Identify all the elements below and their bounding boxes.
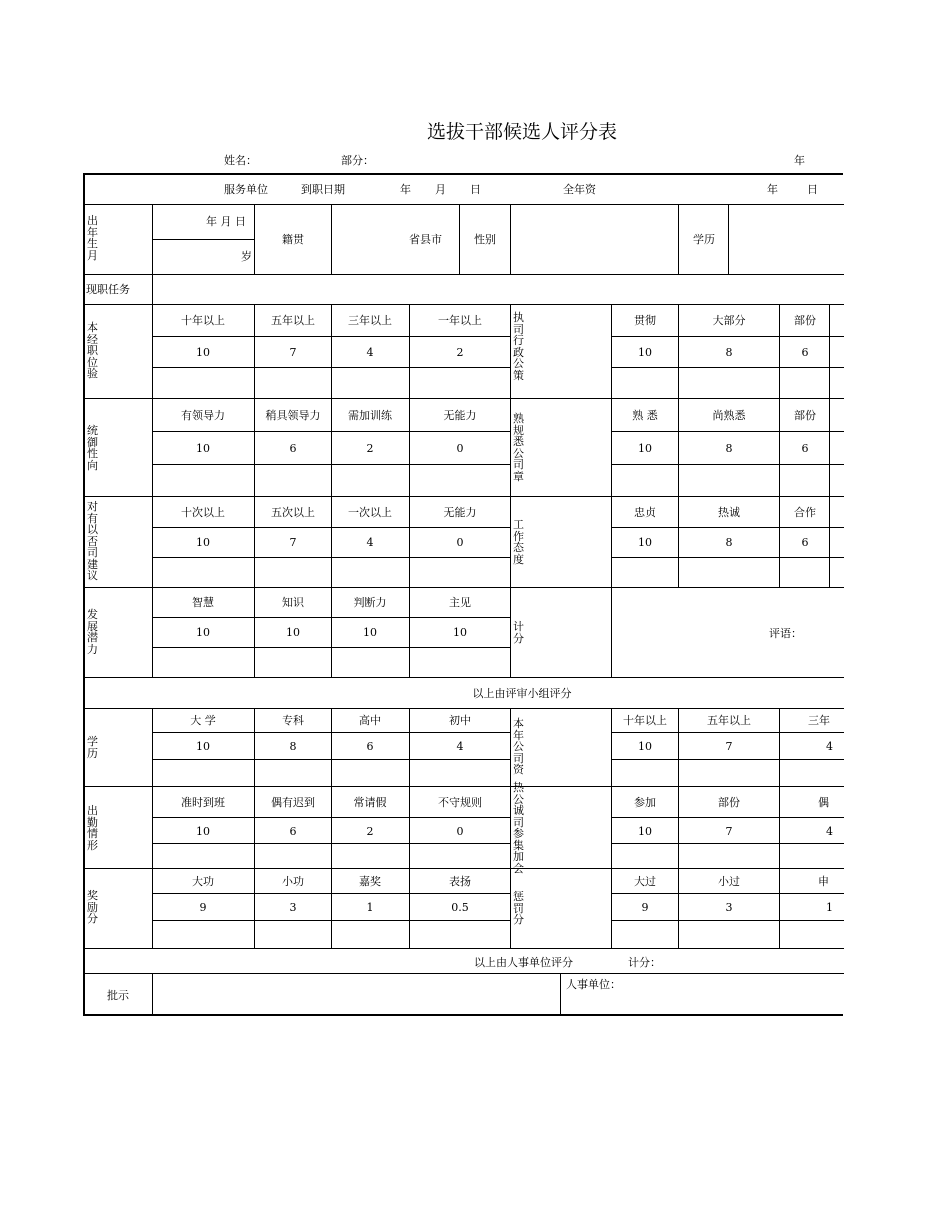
policy-score-2: 8	[725, 346, 733, 359]
reg-score-1: 10	[638, 442, 652, 455]
page-title: 选拔干部候选人评分表	[426, 121, 618, 143]
lead-header-4: 无能力	[443, 409, 477, 422]
pot-score-2: 10	[286, 626, 300, 639]
lead-header-3: 需加训练	[348, 409, 392, 422]
meet-header-1: 参加	[634, 796, 656, 809]
experience-label: 本经职位验	[87, 321, 98, 380]
penalty-header-2: 小过	[718, 875, 740, 888]
att-header-3: 合作	[794, 506, 816, 519]
att2-header-1: 准时到班	[181, 796, 225, 809]
sug-header-3: 一次以上	[348, 506, 392, 519]
penalty-header-1: 大过	[634, 875, 656, 888]
sug-score-4: 0	[456, 536, 464, 549]
policy-score-3: 6	[801, 346, 809, 359]
comment-label: 评语：	[769, 627, 802, 640]
reg-header-1: 熟 悉	[632, 409, 658, 422]
reward-score-3: 1	[366, 901, 374, 914]
meet-score-2: 7	[725, 825, 733, 838]
sug-score-1: 10	[196, 536, 210, 549]
lead-score-4: 0	[456, 442, 464, 455]
att2-header-4: 不守规则	[438, 796, 482, 809]
att-score-3: 6	[801, 536, 809, 549]
edu-score-3: 6	[366, 740, 374, 753]
sen-header-1: 十年以上	[623, 714, 667, 727]
exp-header-1: 十年以上	[181, 314, 225, 327]
panel-note: 以上由评审小组评分	[472, 687, 572, 700]
reward-score-2: 3	[289, 901, 297, 914]
exp-header-3: 三年以上	[348, 314, 392, 327]
sen-score-1: 10	[638, 740, 652, 753]
regulations-label: 熟规悉公司章	[513, 412, 524, 483]
policy-score-1: 10	[638, 346, 652, 359]
att2-score-1: 10	[196, 825, 210, 838]
sug-score-3: 4	[366, 536, 374, 549]
pot-header-2: 知识	[282, 596, 304, 609]
reg-header-3: 部份	[794, 409, 816, 422]
reward-header-4: 表扬	[449, 875, 471, 888]
lead-score-2: 6	[289, 442, 297, 455]
meet-score-1: 10	[638, 825, 652, 838]
hr-note: 以上由人事单位评分	[474, 956, 573, 969]
company-seniority-label: 本年公司资	[513, 717, 524, 776]
policy-header-2: 大部分	[712, 314, 746, 327]
seniority-label: 全年资	[563, 183, 596, 196]
reward-label: 奖励分	[87, 889, 98, 925]
penalty-label: 惩罚分	[513, 890, 524, 926]
seniority-day-label: 日	[807, 183, 818, 196]
exp-score-1: 10	[196, 346, 210, 359]
edu-header-1: 大 学	[190, 714, 216, 727]
reg-score-3: 6	[801, 442, 809, 455]
edu-header-3: 高中	[359, 714, 381, 727]
sug-header-1: 十次以上	[181, 506, 225, 519]
lead-header-1: 有领导力	[181, 409, 225, 422]
birth-label: 出年生月	[87, 214, 98, 262]
join-month-label: 月	[435, 183, 446, 196]
edu-header-2: 专科	[282, 714, 304, 727]
sen-score-2: 7	[725, 740, 733, 753]
exp-score-2: 7	[289, 346, 297, 359]
pot-header-3: 判断力	[353, 596, 387, 609]
leadership-label: 统御性向	[87, 424, 98, 472]
meet-score-3: 4	[826, 825, 833, 838]
att-header-2: 热诚	[718, 506, 740, 519]
edu-header-4: 初中	[449, 714, 471, 727]
meeting-participation-label: 热公诚司参集加会	[513, 781, 524, 875]
sug-header-4: 无能力	[443, 506, 477, 519]
join-day-label: 日	[470, 183, 481, 196]
att-score-1: 10	[638, 536, 652, 549]
exp-score-4: 2	[456, 346, 464, 359]
att2-score-2: 6	[289, 825, 297, 838]
att2-header-2: 偶有迟到	[271, 796, 315, 809]
lead-score-1: 10	[196, 442, 210, 455]
reward-header-2: 小功	[282, 875, 304, 888]
edu-label: 学历	[87, 735, 98, 760]
meet-header-2: 部份	[718, 796, 740, 809]
policy-header-3: 部份	[794, 314, 816, 327]
pot-score-3: 10	[363, 626, 377, 639]
potential-label: 发展潜力	[87, 608, 98, 656]
reward-header-1: 大功	[192, 875, 214, 888]
service-unit-label: 服务单位	[224, 183, 268, 196]
hr-score-label: 计分：	[628, 956, 661, 969]
sug-header-2: 五次以上	[271, 506, 315, 519]
sen-header-2: 五年以上	[707, 714, 751, 727]
policy-header-1: 贯彻	[634, 314, 656, 327]
edu-score-1: 10	[196, 740, 210, 753]
reward-score-1: 9	[199, 901, 207, 914]
attitude-label: 工作态度	[513, 518, 524, 566]
pot-header-4: 主见	[449, 596, 471, 609]
sen-score-3: 4	[826, 740, 833, 753]
birth-ymd-label: 年 月 日	[206, 215, 246, 228]
penalty-score-3: 1	[826, 901, 833, 914]
penalty-score-2: 3	[725, 901, 733, 914]
exp-header-2: 五年以上	[271, 314, 315, 327]
reg-header-2: 尚熟悉	[712, 409, 746, 422]
age-label: 岁	[241, 250, 252, 263]
date-year-label: 年	[794, 154, 805, 167]
pot-score-1: 10	[196, 626, 210, 639]
dept-label: 部分：	[341, 154, 374, 167]
lead-score-3: 2	[366, 442, 374, 455]
gender-label: 性别	[474, 233, 496, 246]
lead-header-2: 稍具领导力	[265, 409, 321, 422]
reward-header-3: 嘉奖	[359, 875, 381, 888]
approval-label: 批示	[107, 989, 129, 1002]
att-header-1: 忠贞	[634, 506, 656, 519]
edu-score-4: 4	[456, 740, 464, 753]
name-label: 姓名：	[224, 154, 257, 167]
att2-score-3: 2	[366, 825, 374, 838]
join-date-label: 到职日期	[301, 183, 345, 196]
pot-score-4: 10	[453, 626, 467, 639]
att-score-2: 8	[725, 536, 733, 549]
sen-header-3: 三年	[808, 714, 830, 727]
policy-label: 执司行政公策	[513, 311, 524, 382]
sug-score-2: 7	[289, 536, 297, 549]
meet-header-3: 偶	[818, 796, 829, 809]
native-place-label: 籍贯	[282, 233, 304, 246]
exp-score-3: 4	[366, 346, 374, 359]
score-total-label: 计分	[513, 620, 524, 645]
edu-score-2: 8	[289, 740, 297, 753]
reward-score-4: 0.5	[451, 901, 469, 914]
province-city-label: 省县市	[409, 233, 442, 246]
suggestion-label: 对有以否司建议	[87, 500, 98, 582]
pot-header-1: 智慧	[192, 596, 214, 609]
penalty-header-3: 申	[818, 875, 829, 888]
exp-header-4: 一年以上	[438, 314, 482, 327]
join-year-label: 年	[400, 183, 411, 196]
seniority-year-label: 年	[767, 183, 778, 196]
hr-unit-label: 人事单位：	[566, 978, 621, 991]
attendance-label: 出勤情形	[87, 804, 98, 852]
penalty-score-1: 9	[641, 901, 649, 914]
current-job-label: 现职任务	[86, 283, 130, 296]
reg-score-2: 8	[725, 442, 733, 455]
att2-header-3: 常请假	[353, 796, 387, 809]
education-header-label: 学历	[693, 233, 715, 246]
att2-score-4: 0	[456, 825, 464, 838]
